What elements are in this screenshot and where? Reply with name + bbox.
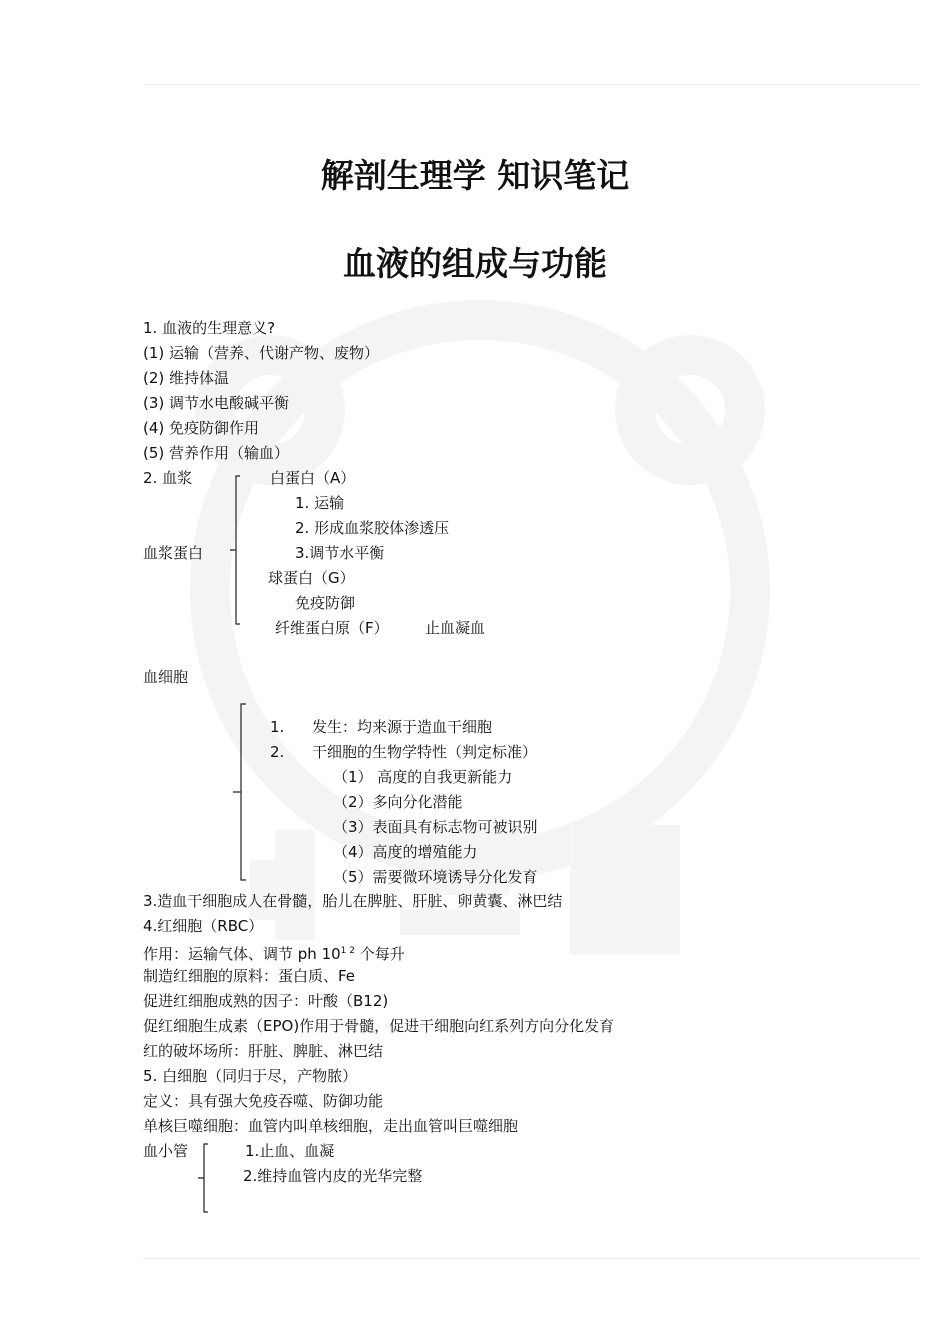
- section-1-heading: 1. 血液的生理意义?: [143, 319, 276, 337]
- list-item: (1) 运输（营养、代谢产物、废物）: [143, 344, 380, 362]
- list-number: 1.: [270, 718, 285, 736]
- albumin-function: 3.调节水平衡: [295, 544, 385, 562]
- list-item: (4) 免疫防御作用: [143, 419, 260, 437]
- list-item: (5) 营养作用（输血）: [143, 444, 290, 462]
- list-item: (3) 调节水电酸碱平衡: [143, 394, 290, 412]
- albumin: 白蛋白（A）: [270, 469, 356, 487]
- rbc-function-text: 作用：运输气体、调节 ph 10: [143, 945, 341, 963]
- rbc-materials: 制造红细胞的原料：蛋白质、Fe: [143, 967, 356, 985]
- list-item: 干细胞的生物学特性（判定标准）: [312, 743, 538, 761]
- globulin: 球蛋白（G）: [268, 569, 355, 587]
- blood-cells-heading: 血细胞: [143, 668, 189, 686]
- stem-cell-trait: （2）多向分化潜能: [333, 793, 463, 811]
- plasma-protein-label: 血浆蛋白: [143, 544, 204, 562]
- wbc-monocyte: 单核巨噬细胞：血管内叫单核细胞，走出血管叫巨噬细胞: [143, 1117, 519, 1135]
- platelet-item: 1.止血、血凝: [245, 1142, 335, 1160]
- section-2-heading: 2. 血浆: [143, 469, 193, 487]
- albumin-function: 2. 形成血浆胶体渗透压: [295, 519, 450, 537]
- rbc-function-unit: 个每升: [354, 945, 405, 963]
- platelet-item: 2.维持血管内皮的光华完整: [243, 1167, 423, 1185]
- rbc-destruction: 红的破坏场所：肝脏、脾脏、淋巴结: [143, 1042, 384, 1060]
- rbc-heading: 4.红细胞（RBC）: [143, 917, 264, 935]
- rbc-epo: 促红细胞生成素（EPO)作用于骨髓，促进干细胞向红系列方向分化发育: [143, 1017, 615, 1035]
- wbc-definition: 定义：具有强大免疫吞噬、防御功能: [143, 1092, 384, 1110]
- list-item: (2) 维持体温: [143, 369, 230, 387]
- page-title: 解剖生理学 知识笔记: [320, 156, 630, 195]
- platelet-label: 血小管: [143, 1142, 189, 1160]
- globulin-function: 免疫防御: [295, 594, 356, 612]
- stem-cell-trait: （5）需要微环境诱导分化发育: [333, 868, 538, 886]
- wbc-heading: 5. 白细胞（同归于尽，产物脓）: [143, 1067, 358, 1085]
- top-divider: [143, 84, 920, 85]
- bottom-divider: [143, 1258, 920, 1259]
- stem-cell-trait: （3）表面具有标志物可被识别: [333, 818, 538, 836]
- list-number: 2.: [270, 743, 285, 761]
- fibrinogen-function: 止血凝血: [425, 619, 486, 637]
- platelet-brace: [196, 1142, 212, 1216]
- rbc-maturation: 促进红细胞成熟的因子：叶酸（B12): [143, 992, 389, 1010]
- stem-cell-trait: （1） 高度的自我更新能力: [333, 768, 513, 786]
- stem-cell-trait: （4）高度的增殖能力: [333, 843, 478, 861]
- section-3-text: 3.造血干细胞成人在骨髓，胎儿在脾脏、肝脏、卵黄囊、淋巴结: [143, 892, 563, 910]
- plasma-protein-brace: [228, 474, 248, 634]
- list-item: 发生：均来源于造血干细胞: [312, 718, 493, 736]
- rbc-function: [143, 941, 405, 964]
- albumin-function: 1. 运输: [295, 494, 345, 512]
- blood-cells-brace: [230, 702, 250, 884]
- page-subtitle: 血液的组成与功能: [343, 244, 607, 283]
- rbc-function-exponent: 1 2: [340, 946, 355, 956]
- fibrinogen: 纤维蛋白原（F）: [275, 619, 389, 637]
